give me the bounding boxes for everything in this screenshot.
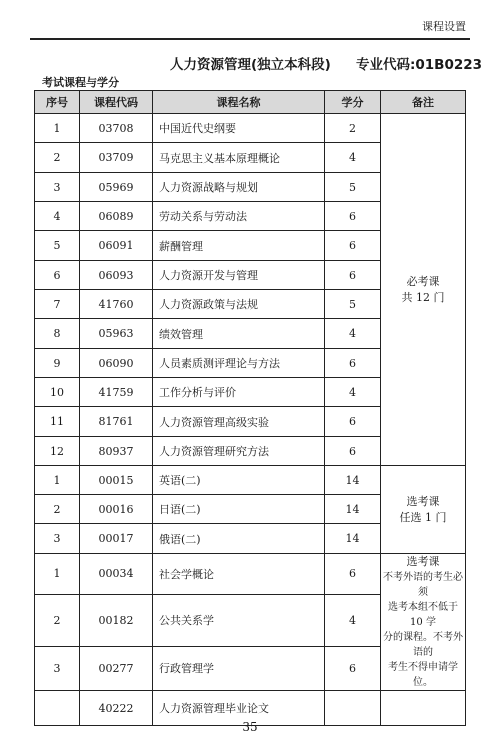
cell-name: 人力资源管理毕业论文 — [153, 691, 325, 726]
table-header-row — [35, 91, 466, 114]
cell-no: 6 — [35, 261, 80, 290]
cell-credit: 6 — [325, 261, 381, 290]
cell-name: 行政管理学 — [153, 646, 325, 690]
cell-credit: 6 — [325, 407, 381, 437]
cell-no: 1 — [35, 554, 80, 595]
cell-code: 00277 — [80, 646, 153, 690]
cell-credit: 5 — [325, 290, 381, 319]
note-line: 不考外语的考生必须 — [383, 572, 463, 598]
table-row — [35, 466, 466, 495]
cell-name: 马克思主义基本原理概论 — [153, 143, 325, 173]
cell-no: 2 — [35, 143, 80, 173]
cell-name: 绩效管理 — [153, 319, 325, 349]
note-sub: 任选 1 门 — [399, 510, 447, 524]
note-language-elective — [381, 466, 466, 554]
col-header-no: 序号 — [35, 91, 80, 114]
note-title: 必考课 — [406, 274, 440, 288]
cell-name: 薪酬管理 — [153, 231, 325, 261]
cell-name: 俄语(二) — [153, 524, 325, 554]
col-header-credit: 学分 — [325, 91, 381, 114]
table-caption: 考试课程与学分 — [42, 76, 119, 89]
note-line: 考生不得申请学位。 — [388, 662, 458, 688]
cell-name: 人力资源政策与法规 — [153, 290, 325, 319]
cell-code: 00017 — [80, 524, 153, 554]
cell-no: 3 — [35, 173, 80, 202]
cell-credit: 6 — [325, 554, 381, 595]
cell-code: 00034 — [80, 554, 153, 595]
cell-code: 03709 — [80, 143, 153, 173]
cell-name: 日语(二) — [153, 495, 325, 524]
cell-credit: 4 — [325, 378, 381, 407]
col-header-code: 课程代码 — [80, 91, 153, 114]
cell-no: 1 — [35, 114, 80, 143]
cell-no: 8 — [35, 319, 80, 349]
cell-credit: 5 — [325, 173, 381, 202]
cell-code: 40222 — [80, 691, 153, 726]
cell-code: 05969 — [80, 173, 153, 202]
cell-code: 41759 — [80, 378, 153, 407]
cell-code: 06093 — [80, 261, 153, 290]
note-title: 选考课 — [406, 494, 440, 508]
note-required — [381, 114, 466, 466]
cell-code: 06090 — [80, 349, 153, 378]
cell-no: 11 — [35, 407, 80, 437]
major-code: 专业代码:01B0223 — [356, 57, 483, 73]
cell-credit: 4 — [325, 594, 381, 646]
note-substitute-elective — [381, 554, 466, 691]
cell-name: 社会学概论 — [153, 554, 325, 595]
table-row — [35, 554, 466, 595]
course-table — [34, 90, 466, 726]
table-row — [35, 114, 466, 143]
cell-credit: 14 — [325, 495, 381, 524]
cell-no: 10 — [35, 378, 80, 407]
cell-no: 7 — [35, 290, 80, 319]
header-rule — [30, 38, 470, 40]
program-title: 人力资源管理(独立本科段) — [170, 57, 331, 73]
cell-no: 1 — [35, 466, 80, 495]
cell-credit: 6 — [325, 349, 381, 378]
cell-credit: 6 — [325, 231, 381, 261]
cell-code: 00015 — [80, 466, 153, 495]
cell-no: 9 — [35, 349, 80, 378]
cell-name: 人力资源开发与管理 — [153, 261, 325, 290]
cell-no: 5 — [35, 231, 80, 261]
cell-no: 12 — [35, 437, 80, 466]
cell-name: 人力资源管理高级实验 — [153, 407, 325, 437]
cell-credit: 4 — [325, 143, 381, 173]
cell-credit: 6 — [325, 202, 381, 231]
cell-name: 工作分析与评价 — [153, 378, 325, 407]
cell-code: 05963 — [80, 319, 153, 349]
col-header-name: 课程名称 — [153, 91, 325, 114]
note-title: 选考课 — [406, 555, 440, 568]
cell-no: 2 — [35, 495, 80, 524]
cell-credit: 14 — [325, 524, 381, 554]
cell-name: 人员素质测评理论与方法 — [153, 349, 325, 378]
cell-code: 80937 — [80, 437, 153, 466]
cell-name: 劳动关系与劳动法 — [153, 202, 325, 231]
cell-code: 41760 — [80, 290, 153, 319]
cell-name: 公共关系学 — [153, 594, 325, 646]
cell-no: 3 — [35, 524, 80, 554]
cell-name: 人力资源战略与规划 — [153, 173, 325, 202]
section-label: 课程设置 — [422, 20, 466, 33]
cell-credit: 6 — [325, 646, 381, 690]
cell-name: 人力资源管理研究方法 — [153, 437, 325, 466]
page-number: 35 — [242, 720, 258, 734]
col-header-note: 备注 — [381, 91, 466, 114]
cell-code: 81761 — [80, 407, 153, 437]
cell-code: 00016 — [80, 495, 153, 524]
cell-no: 3 — [35, 646, 80, 690]
cell-credit: 2 — [325, 114, 381, 143]
note-sub: 共 12 门 — [401, 290, 445, 304]
cell-code: 06091 — [80, 231, 153, 261]
cell-name: 中国近代史纲要 — [153, 114, 325, 143]
cell-no: 2 — [35, 594, 80, 646]
cell-no: 4 — [35, 202, 80, 231]
cell-credit: 4 — [325, 319, 381, 349]
cell-code: 03708 — [80, 114, 153, 143]
cell-credit: 6 — [325, 437, 381, 466]
cell-name: 英语(二) — [153, 466, 325, 495]
cell-code: 06089 — [80, 202, 153, 231]
note-line: 选考本组不低于 10 学 — [388, 602, 458, 628]
cell-credit: 14 — [325, 466, 381, 495]
note-line: 分的课程。不考外语的 — [383, 632, 463, 658]
cell-code: 00182 — [80, 594, 153, 646]
